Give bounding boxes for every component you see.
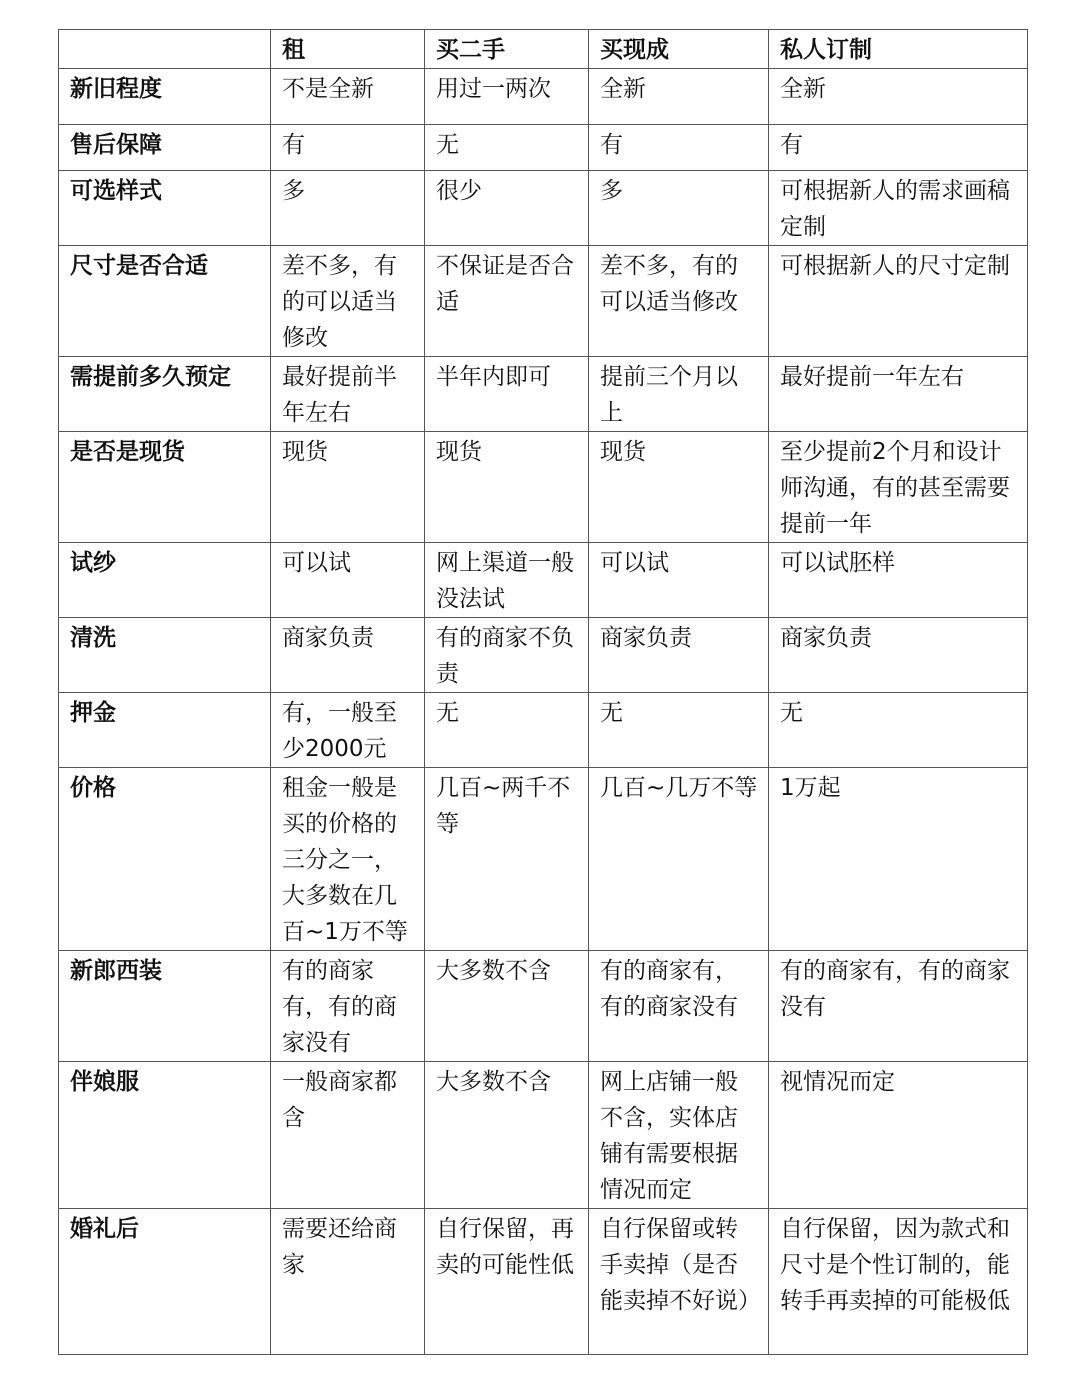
- row-label: 婚礼后: [59, 1209, 271, 1355]
- header-empty: [59, 30, 271, 69]
- table-cell: 有的商家不负责: [425, 618, 589, 693]
- table-cell: 有: [589, 125, 769, 171]
- table-cell: 半年内即可: [425, 357, 589, 432]
- table-header-row: [59, 30, 1028, 69]
- table-row: [59, 246, 1028, 357]
- table-cell: 现货: [271, 432, 425, 543]
- table-cell: 无: [589, 693, 769, 768]
- header-rent: 租: [271, 30, 425, 69]
- row-label: 新旧程度: [59, 69, 271, 125]
- table-cell: 差不多，有的可以适当修改: [589, 246, 769, 357]
- table-cell: 很少: [425, 171, 589, 246]
- row-label: 是否是现货: [59, 432, 271, 543]
- table-cell: 有: [769, 125, 1028, 171]
- table-cell: 全新: [769, 69, 1028, 125]
- table-cell: 用过一两次: [425, 69, 589, 125]
- table-cell: 有的商家有，有的商家没有: [769, 951, 1028, 1062]
- table-row: [59, 1062, 1028, 1209]
- table-cell: 需要还给商家: [271, 1209, 425, 1355]
- table-cell: 全新: [589, 69, 769, 125]
- table-cell: 自行保留，因为款式和尺寸是个性订制的，能转手再卖掉的可能极低: [769, 1209, 1028, 1355]
- table-row: [59, 618, 1028, 693]
- table-row: [59, 171, 1028, 246]
- table-cell: 现货: [589, 432, 769, 543]
- row-label: 清洗: [59, 618, 271, 693]
- header-ready-made: 买现成: [589, 30, 769, 69]
- table-cell: 可根据新人的需求画稿定制: [769, 171, 1028, 246]
- table-row: [59, 432, 1028, 543]
- table-cell: 1万起: [769, 768, 1028, 951]
- table-cell: 多: [271, 171, 425, 246]
- table-cell: 可以试: [271, 543, 425, 618]
- table-cell: 几百~两千不等: [425, 768, 589, 951]
- table-row: [59, 543, 1028, 618]
- table-cell: 自行保留或转手卖掉（是否能卖掉不好说）: [589, 1209, 769, 1355]
- table-cell: 可以试: [589, 543, 769, 618]
- row-label: 伴娘服: [59, 1062, 271, 1209]
- table-cell: 一般商家都含: [271, 1062, 425, 1209]
- table-cell: 不是全新: [271, 69, 425, 125]
- row-label: 售后保障: [59, 125, 271, 171]
- table-cell: 有，一般至少2000元: [271, 693, 425, 768]
- table-row: [59, 951, 1028, 1062]
- wedding-dress-comparison-table: [58, 29, 1028, 1355]
- table-cell: 可以试胚样: [769, 543, 1028, 618]
- table-cell: 视情况而定: [769, 1062, 1028, 1209]
- table-cell: 有的商家有，有的商家没有: [589, 951, 769, 1062]
- table-cell: 网上店铺一般不含，实体店铺有需要根据情况而定: [589, 1062, 769, 1209]
- table-cell: 无: [769, 693, 1028, 768]
- table-row: [59, 125, 1028, 171]
- comparison-table-wrapper: [58, 29, 1028, 1355]
- table-cell: 商家负责: [589, 618, 769, 693]
- row-label: 可选样式: [59, 171, 271, 246]
- table-cell: 最好提前半年左右: [271, 357, 425, 432]
- row-label: 试纱: [59, 543, 271, 618]
- table-cell: 有的商家有，有的商家没有: [271, 951, 425, 1062]
- table-cell: 有: [271, 125, 425, 171]
- row-label: 新郎西装: [59, 951, 271, 1062]
- table-row: [59, 69, 1028, 125]
- table-row: [59, 357, 1028, 432]
- header-custom: 私人订制: [769, 30, 1028, 69]
- table-cell: 商家负责: [271, 618, 425, 693]
- table-cell: 几百~几万不等: [589, 768, 769, 951]
- header-second-hand: 买二手: [425, 30, 589, 69]
- table-cell: 多: [589, 171, 769, 246]
- row-label: 需提前多久预定: [59, 357, 271, 432]
- table-cell: 网上渠道一般没法试: [425, 543, 589, 618]
- row-label: 押金: [59, 693, 271, 768]
- table-cell: 现货: [425, 432, 589, 543]
- table-cell: 商家负责: [769, 618, 1028, 693]
- table-row: [59, 1209, 1028, 1355]
- table-row: [59, 693, 1028, 768]
- table-cell: 至少提前2个月和设计师沟通，有的甚至需要提前一年: [769, 432, 1028, 543]
- table-cell: 最好提前一年左右: [769, 357, 1028, 432]
- table-cell: 自行保留，再卖的可能性低: [425, 1209, 589, 1355]
- table-cell: 大多数不含: [425, 951, 589, 1062]
- table-cell: 提前三个月以上: [589, 357, 769, 432]
- table-cell: 差不多，有的可以适当修改: [271, 246, 425, 357]
- row-label: 价格: [59, 768, 271, 951]
- table-cell: 不保证是否合适: [425, 246, 589, 357]
- table-cell: 可根据新人的尺寸定制: [769, 246, 1028, 357]
- table-cell: 租金一般是买的价格的三分之一，大多数在几百~1万不等: [271, 768, 425, 951]
- table-row: [59, 768, 1028, 951]
- row-label: 尺寸是否合适: [59, 246, 271, 357]
- table-cell: 无: [425, 125, 589, 171]
- table-cell: 无: [425, 693, 589, 768]
- table-cell: 大多数不含: [425, 1062, 589, 1209]
